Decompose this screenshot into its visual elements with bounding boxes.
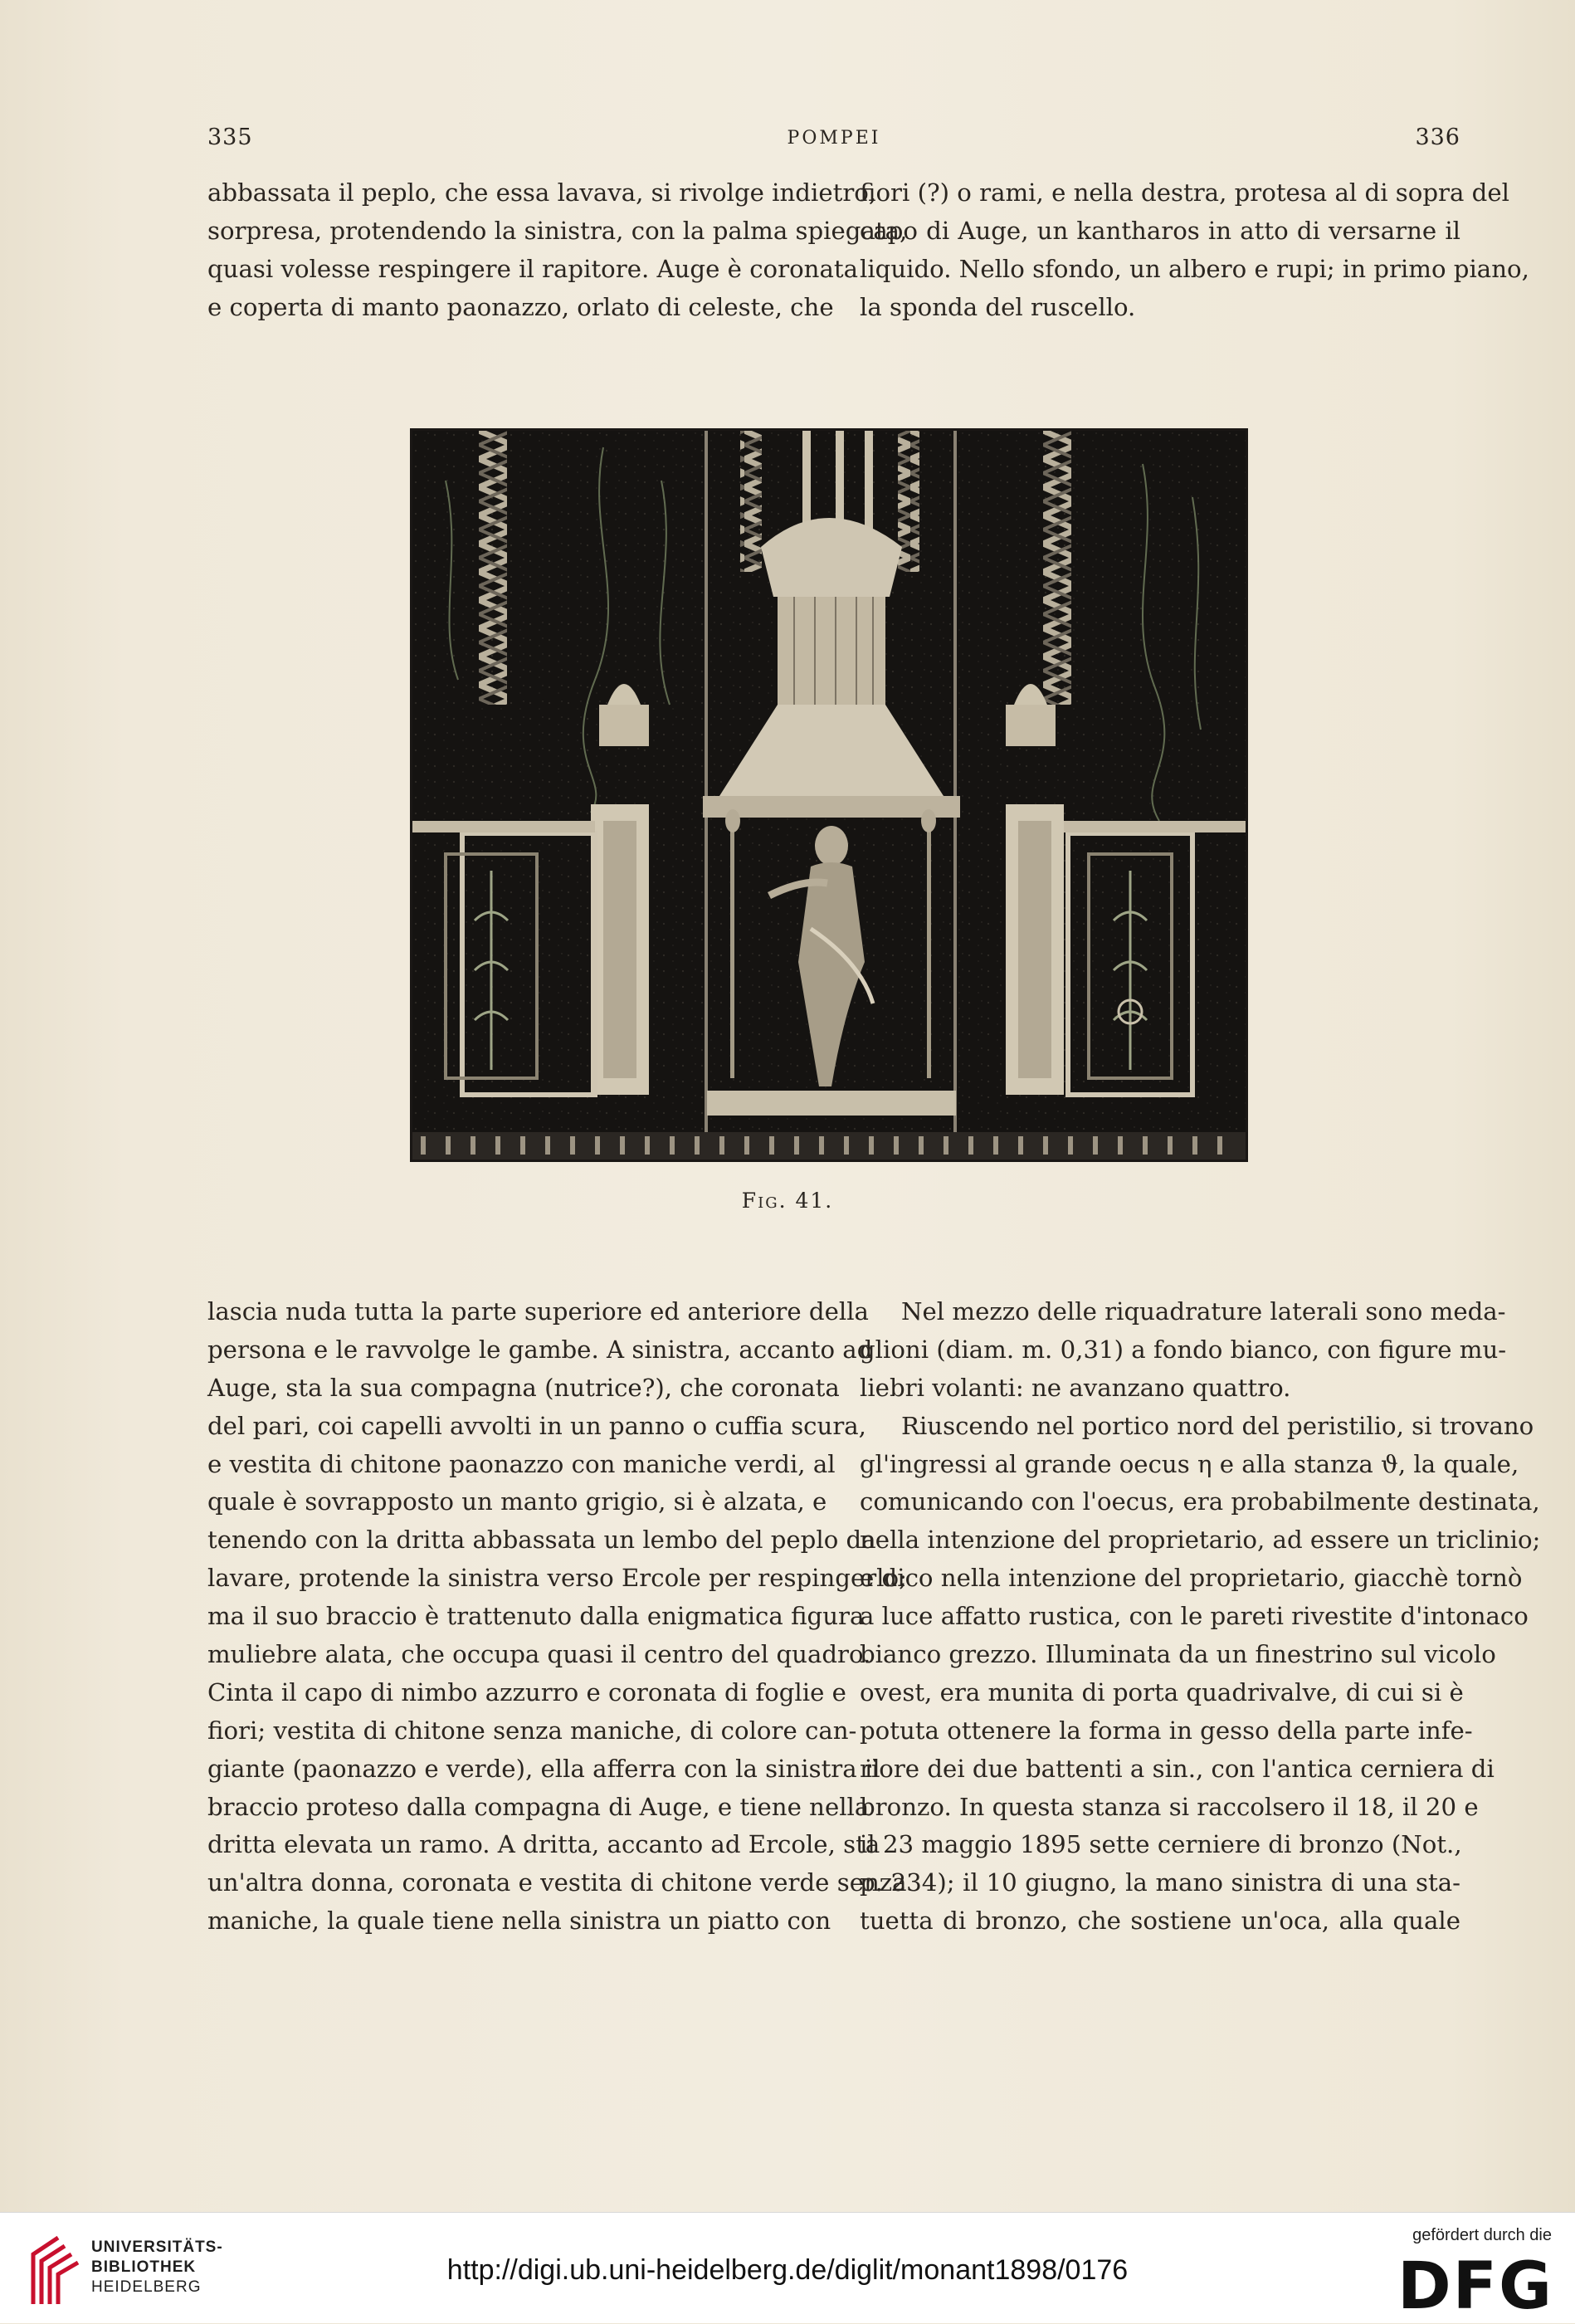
text-line: muliebre alata, che occupa quasi il centro del quadro. xyxy=(207,1640,871,1669)
left-page-number: 335 xyxy=(207,124,253,150)
text-line: fiori; vestita di chitone senza maniche, di colore can- xyxy=(207,1716,857,1745)
text-line: sorpresa, protendendo la sinistra, con la palma spiegata, xyxy=(207,216,908,245)
text-line: e dico nella intenzione del proprietario, giacchè tornò xyxy=(860,1564,1523,1593)
text-line: lavare, protende la sinistra verso Ercole per respingerlo; xyxy=(207,1564,907,1593)
fresco-figure-image xyxy=(410,428,1248,1162)
text-line: del pari, coi capelli avvolti in un panno o cuffia scura, xyxy=(207,1411,866,1440)
text-line: liebri volanti: ne avanzano quattro. xyxy=(860,1373,1291,1402)
text-column-top-right xyxy=(860,174,1529,327)
text-line: persona e le ravvolge le gambe. A sinistra, accanto ad xyxy=(207,1335,873,1364)
text-column-bottom-right xyxy=(860,1293,1541,1941)
text-column-top-left xyxy=(207,174,908,327)
running-title: POMPEI xyxy=(787,128,881,149)
text-line: bianco grezzo. Illuminata da un finestrino sul vicolo xyxy=(860,1640,1496,1669)
text-line: il 23 maggio 1895 sette cerniere di bronzo (Not., xyxy=(860,1830,1462,1859)
text-line: un'altra donna, coronata e vestita di chitone verde senza xyxy=(207,1868,907,1897)
text-line: p. 234); il 10 giugno, la mano sinistra di una sta- xyxy=(860,1868,1460,1897)
text-line: Auge, sta la sua compagna (nutrice?), che coronata xyxy=(207,1373,840,1402)
text-line: potuta ottenere la forma in gesso della parte infe- xyxy=(860,1716,1473,1745)
right-page-number: 336 xyxy=(1415,124,1460,150)
funded-by-label: gefördert durch die xyxy=(1412,2226,1552,2244)
permalink-url[interactable]: http://digi.ub.uni-heidelberg.de/diglit/monant1898/0176 xyxy=(446,2254,1129,2286)
text-line: giante (paonazzo e verde), ella afferra con la sinistra il xyxy=(207,1754,880,1783)
text-line: quasi volesse respingere il rapitore. Auge è coronata xyxy=(207,254,858,283)
running-head xyxy=(207,124,1460,158)
text-line: la sponda del ruscello. xyxy=(860,292,1136,321)
text-column-bottom-left xyxy=(207,1293,907,1941)
text-line: riore dei due battenti a sin., con l'antica cerniera di xyxy=(860,1754,1495,1783)
digitization-footer xyxy=(0,2212,1575,2323)
text-line: tuetta di bronzo, che sostiene un'oca, alla quale xyxy=(860,1907,1460,1936)
text-line: lascia nuda tutta la parte superiore ed anteriore della xyxy=(207,1297,869,1326)
dfg-logo[interactable]: DFG xyxy=(1397,2249,1553,2324)
text-line: Cinta il capo di nimbo azzurro e coronata di foglie e xyxy=(207,1677,846,1706)
text-line: a luce affatto rustica, con le pareti rivestite d'intonaco xyxy=(860,1602,1529,1631)
text-line: braccio proteso dalla compagna di Auge, e tiene nella xyxy=(207,1792,870,1821)
text-line: gl'ingressi al grande oecus η e alla stanza ϑ, la quale, xyxy=(860,1449,1519,1478)
text-line: bronzo. In questa stanza si raccolsero il 18, il 20 e xyxy=(860,1792,1479,1821)
library-line: UNIVERSITÄTS- xyxy=(91,2239,223,2256)
text-line: e vestita di chitone paonazzo con maniche verdi, al xyxy=(207,1449,836,1478)
text-line: fiori (?) o rami, e nella destra, protesa al di sopra del xyxy=(860,178,1509,207)
text-line: Nel mezzo delle riquadrature laterali sono meda- xyxy=(901,1297,1506,1326)
text-line: abbassata il peplo, che essa lavava, si rivolge indietro, xyxy=(207,178,877,207)
text-line: quale è sovrapposto un manto grigio, si è alzata, e xyxy=(207,1487,827,1516)
text-line: capo di Auge, un kantharos in atto di versarne il xyxy=(860,216,1460,245)
text-line: nella intenzione del proprietario, ad essere un triclinio; xyxy=(860,1526,1541,1555)
text-line: ma il suo braccio è trattenuto dalla enigmatica figura xyxy=(207,1602,865,1631)
text-line: liquido. Nello sfondo, un albero e rupi; in primo piano, xyxy=(860,254,1529,283)
text-line: maniche, la quale tiene nella sinistra un piatto con xyxy=(207,1907,831,1936)
text-line: comunicando con l'oecus, era probabilmente destinata, xyxy=(860,1487,1540,1516)
text-line: ovest, era munita di porta quadrivalve, di cui si è xyxy=(860,1677,1464,1706)
library-line: BIBLIOTHEK xyxy=(91,2258,197,2276)
text-line: tenendo con la dritta abbassata un lembo del peplo da xyxy=(207,1526,876,1555)
text-line: glioni (diam. m. 0,31) a fondo bianco, con figure mu- xyxy=(860,1335,1507,1364)
text-line: dritta elevata un ramo. A dritta, accanto ad Ercole, sta xyxy=(207,1830,880,1859)
library-line: HEIDELBERG xyxy=(91,2278,202,2296)
text-line: Riuscendo nel portico nord del peristilio, si trovano xyxy=(901,1411,1534,1440)
figure-caption: Fig. 41. xyxy=(741,1189,834,1213)
text-line: e coperta di manto paonazzo, orlato di celeste, che xyxy=(207,292,834,321)
